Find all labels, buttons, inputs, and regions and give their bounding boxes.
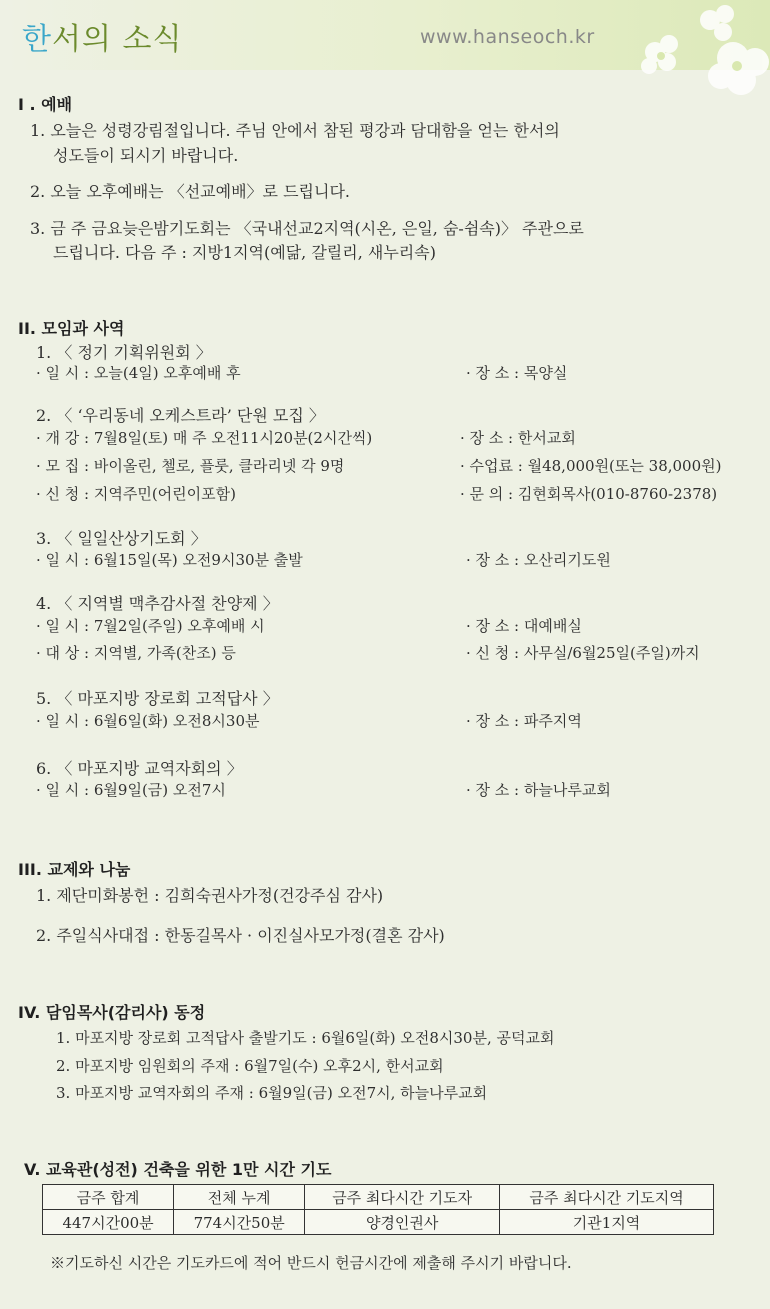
- meeting-1-place: · 장 소 : 목양실: [466, 364, 568, 382]
- fellowship-item-2: 2. 주일식사대접 : 한동길목사 · 이진실사모가정(결혼 감사): [36, 926, 445, 945]
- value-top-prayer: 양경인권사: [305, 1210, 500, 1235]
- meeting-2-apply: · 신 청 : 지역주민(어린이포함): [36, 485, 236, 503]
- worship-item-3-line2: 드립니다. 다음 주 : 지방1지역(예닮, 갈릴리, 새누리속): [53, 243, 436, 262]
- meeting-1-title: 1. 〈 정기 기획위원회 〉: [36, 343, 212, 362]
- meeting-4-target: · 대 상 : 지역별, 가족(찬조) 등: [36, 644, 236, 662]
- meeting-2-fee: · 수업료 : 월48,000원(또는 38,000원): [460, 457, 722, 475]
- value-weekly-total: 447시간00분: [43, 1210, 174, 1235]
- header-cumulative-total: 전체 누계: [174, 1185, 305, 1210]
- table-header-row: [43, 1185, 714, 1210]
- pastor-item-3: 3. 마포지방 교역자회의 주재 : 6월9일(금) 오전7시, 하늘나루교회: [56, 1084, 488, 1102]
- prayer-note: ※기도하신 시간은 기도카드에 적어 반드시 헌금시간에 제출해 주시기 바랍니다.: [50, 1254, 572, 1272]
- table-row: [43, 1210, 714, 1235]
- meeting-2-title: 2. 〈 ‘우리동네 오케스트라’ 단원 모집 〉: [36, 406, 325, 425]
- worship-item-1-line1: 1. 오늘은 성령강림절입니다. 주님 안에서 참된 평강과 담대함을 얻는 한서의: [30, 121, 560, 140]
- meeting-2-start: · 개 강 : 7월8일(토) 매 주 오전11시20분(2시간씩): [36, 429, 373, 447]
- meeting-6-title: 6. 〈 마포지방 교역자회의 〉: [36, 759, 243, 778]
- meeting-3-place: · 장 소 : 오산리기도원: [466, 551, 611, 569]
- brand-title-highlight: 한: [22, 22, 52, 57]
- meeting-2-place: · 장 소 : 한서교회: [460, 429, 576, 447]
- worship-item-1-line2: 성도들이 되시기 바랍니다.: [53, 146, 239, 165]
- section-prayer-title: V. 교육관(성전) 건축을 위한 1만 시간 기도: [24, 1160, 332, 1179]
- fellowship-item-1: 1. 제단미화봉헌 : 김희숙권사가정(건강주심 감사): [36, 886, 384, 905]
- section-pastor-title: IV. 담임목사(감리사) 동정: [18, 1003, 206, 1022]
- meeting-2-contact: · 문 의 : 김현회목사(010-8760-2378): [460, 485, 718, 503]
- meeting-1-time: · 일 시 : 오늘(4일) 오후예배 후: [36, 364, 241, 382]
- meeting-6-time: · 일 시 : 6월9일(금) 오전7시: [36, 781, 226, 799]
- header-weekly-total: 금주 합계: [43, 1185, 174, 1210]
- section-fellowship-title: III. 교제와 나눔: [18, 860, 131, 879]
- value-cumulative-total: 774시간50분: [174, 1210, 305, 1235]
- meeting-3-title: 3. 〈 일일산상기도회 〉: [36, 529, 207, 548]
- website-url[interactable]: www.hanseoch.kr: [420, 26, 595, 48]
- meeting-4-title: 4. 〈 지역별 맥추감사절 찬양제 〉: [36, 594, 279, 613]
- brand-title-rest: 서의 소식: [51, 22, 183, 57]
- section-worship-title: I . 예배: [18, 95, 73, 114]
- header-top-prayer: 금주 최다시간 기도자: [305, 1185, 500, 1210]
- value-top-region: 기관1지역: [500, 1210, 714, 1235]
- meeting-2-recruit: · 모 집 : 바이올린, 첼로, 플룻, 클라리넷 각 9명: [36, 457, 345, 475]
- meeting-4-apply: · 신 청 : 사무실/6월25일(주일)까지: [466, 644, 700, 662]
- header-top-region: 금주 최다시간 기도지역: [500, 1185, 714, 1210]
- clover-decoration-icon: [615, 0, 770, 110]
- meeting-3-time: · 일 시 : 6월15일(목) 오전9시30분 출발: [36, 551, 303, 569]
- meeting-4-place: · 장 소 : 대예배실: [466, 617, 582, 635]
- meeting-5-title: 5. 〈 마포지방 장로회 고적답사 〉: [36, 689, 279, 708]
- meeting-5-time: · 일 시 : 6월6일(화) 오전8시30분: [36, 712, 260, 730]
- pastor-item-1: 1. 마포지방 장로회 고적답사 출발기도 : 6월6일(화) 오전8시30분, 공덕교회: [56, 1029, 555, 1047]
- pastor-item-2: 2. 마포지방 임원회의 주재 : 6월7일(수) 오후2시, 한서교회: [56, 1057, 444, 1075]
- worship-item-2: 2. 오늘 오후예배는 〈선교예배〉로 드립니다.: [30, 182, 350, 201]
- prayer-hours-table: [42, 1184, 714, 1235]
- section-meetings-title: II. 모임과 사역: [18, 319, 125, 338]
- meeting-5-place: · 장 소 : 파주지역: [466, 712, 582, 730]
- meeting-4-time: · 일 시 : 7월2일(주일) 오후예배 시: [36, 617, 265, 635]
- worship-item-3-line1: 3. 금 주 금요늦은밤기도회는 〈국내선교2지역(시온, 은일, 숨-쉼속)〉 주관으로: [30, 219, 584, 238]
- meeting-6-place: · 장 소 : 하늘나루교회: [466, 781, 611, 799]
- brand-title: [22, 14, 182, 58]
